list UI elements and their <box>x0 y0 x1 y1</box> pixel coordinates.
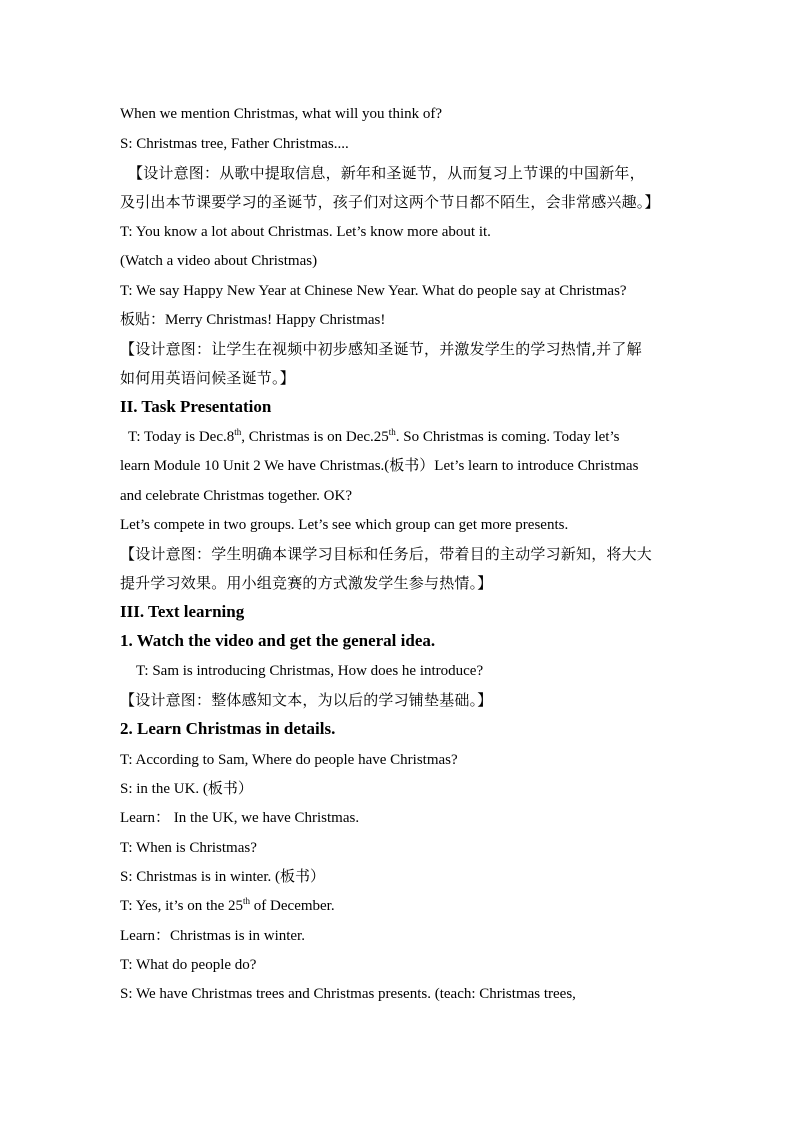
text-line: (Watch a video about Christmas) <box>120 253 318 269</box>
superscript: th <box>243 896 251 906</box>
design-note: 如何用英语问候圣诞节。】 <box>120 369 295 387</box>
subsection-heading: 2. Learn Christmas in details. <box>120 719 336 738</box>
text-line: T: When is Christmas? <box>120 840 257 856</box>
text-fragment: of December. <box>250 898 335 914</box>
text-line: Learn：Christmas is in winter. <box>120 928 305 944</box>
section-heading: II. Task Presentation <box>120 397 272 416</box>
text-line: S: Christmas tree, Father Christmas.... <box>120 136 349 152</box>
text-line: S: We have Christmas trees and Christmas presents. (teach: Christmas trees, <box>120 986 576 1002</box>
text-line: T: You know a lot about Christmas. Let’s know more about it. <box>120 224 491 240</box>
text-line: When we mention Christmas, what will you think of? <box>120 106 443 122</box>
text-line: 板贴：Merry Christmas! Happy Christmas! <box>120 312 386 328</box>
text-fragment: , Christmas is on Dec.25 <box>241 429 389 445</box>
text-line: T: According to Sam, Where do people have Christmas? <box>120 752 458 768</box>
text-line: S: Christmas is in winter. (板书） <box>120 869 326 885</box>
text-line <box>128 427 688 447</box>
text-line: S: in the UK. (板书） <box>120 781 253 797</box>
text-line: T: We say Happy New Year at Chinese New Year. What do people say at Christmas? <box>120 283 627 299</box>
text-fragment: . So Christmas is coming. Today let’s <box>395 429 620 445</box>
text-line: Let’s compete in two groups. Let’s see which group can get more presents. <box>120 517 569 533</box>
design-note: 【设计意图：从歌中提取信息，新年和圣诞节，从而复习上节课的中国新年， <box>128 164 645 182</box>
text-line: and celebrate Christmas together. OK? <box>120 488 353 504</box>
superscript: th <box>388 427 396 437</box>
design-note: 【设计意图：整体感知文本，为以后的学习铺垫基础。】 <box>120 691 493 709</box>
text-fragment: T: Today is Dec.8 <box>128 429 235 445</box>
subsection-heading: 1. Watch the video and get the general idea. <box>120 631 436 650</box>
text-line: T: What do people do? <box>120 957 257 973</box>
text-line: learn Module 10 Unit 2 We have Christmas.(板书）Let’s learn to introduce Christmas <box>120 458 639 474</box>
section-heading: III. Text learning <box>120 602 245 621</box>
text-fragment: T: Yes, it’s on the 25 <box>120 898 244 914</box>
text-line: T: Sam is introducing Christmas, How does he introduce? <box>136 663 484 679</box>
design-note: 【设计意图：让学生在视频中初步感知圣诞节，并激发学生的学习热情,并了解 <box>120 340 642 358</box>
design-note: 【设计意图：学生明确本课学习目标和任务后，带着目的主动学习新知，将大大 <box>120 545 653 563</box>
design-note: 提升学习效果。用小组竞赛的方式激发学生参与热情。】 <box>120 574 493 592</box>
text-line <box>120 896 680 916</box>
design-note: 及引出本节课要学习的圣诞节，孩子们对这两个节日都不陌生，会非常感兴趣。】 <box>120 193 660 211</box>
text-line: Learn： In the UK, we have Christmas. <box>120 810 360 826</box>
superscript: th <box>234 427 242 437</box>
